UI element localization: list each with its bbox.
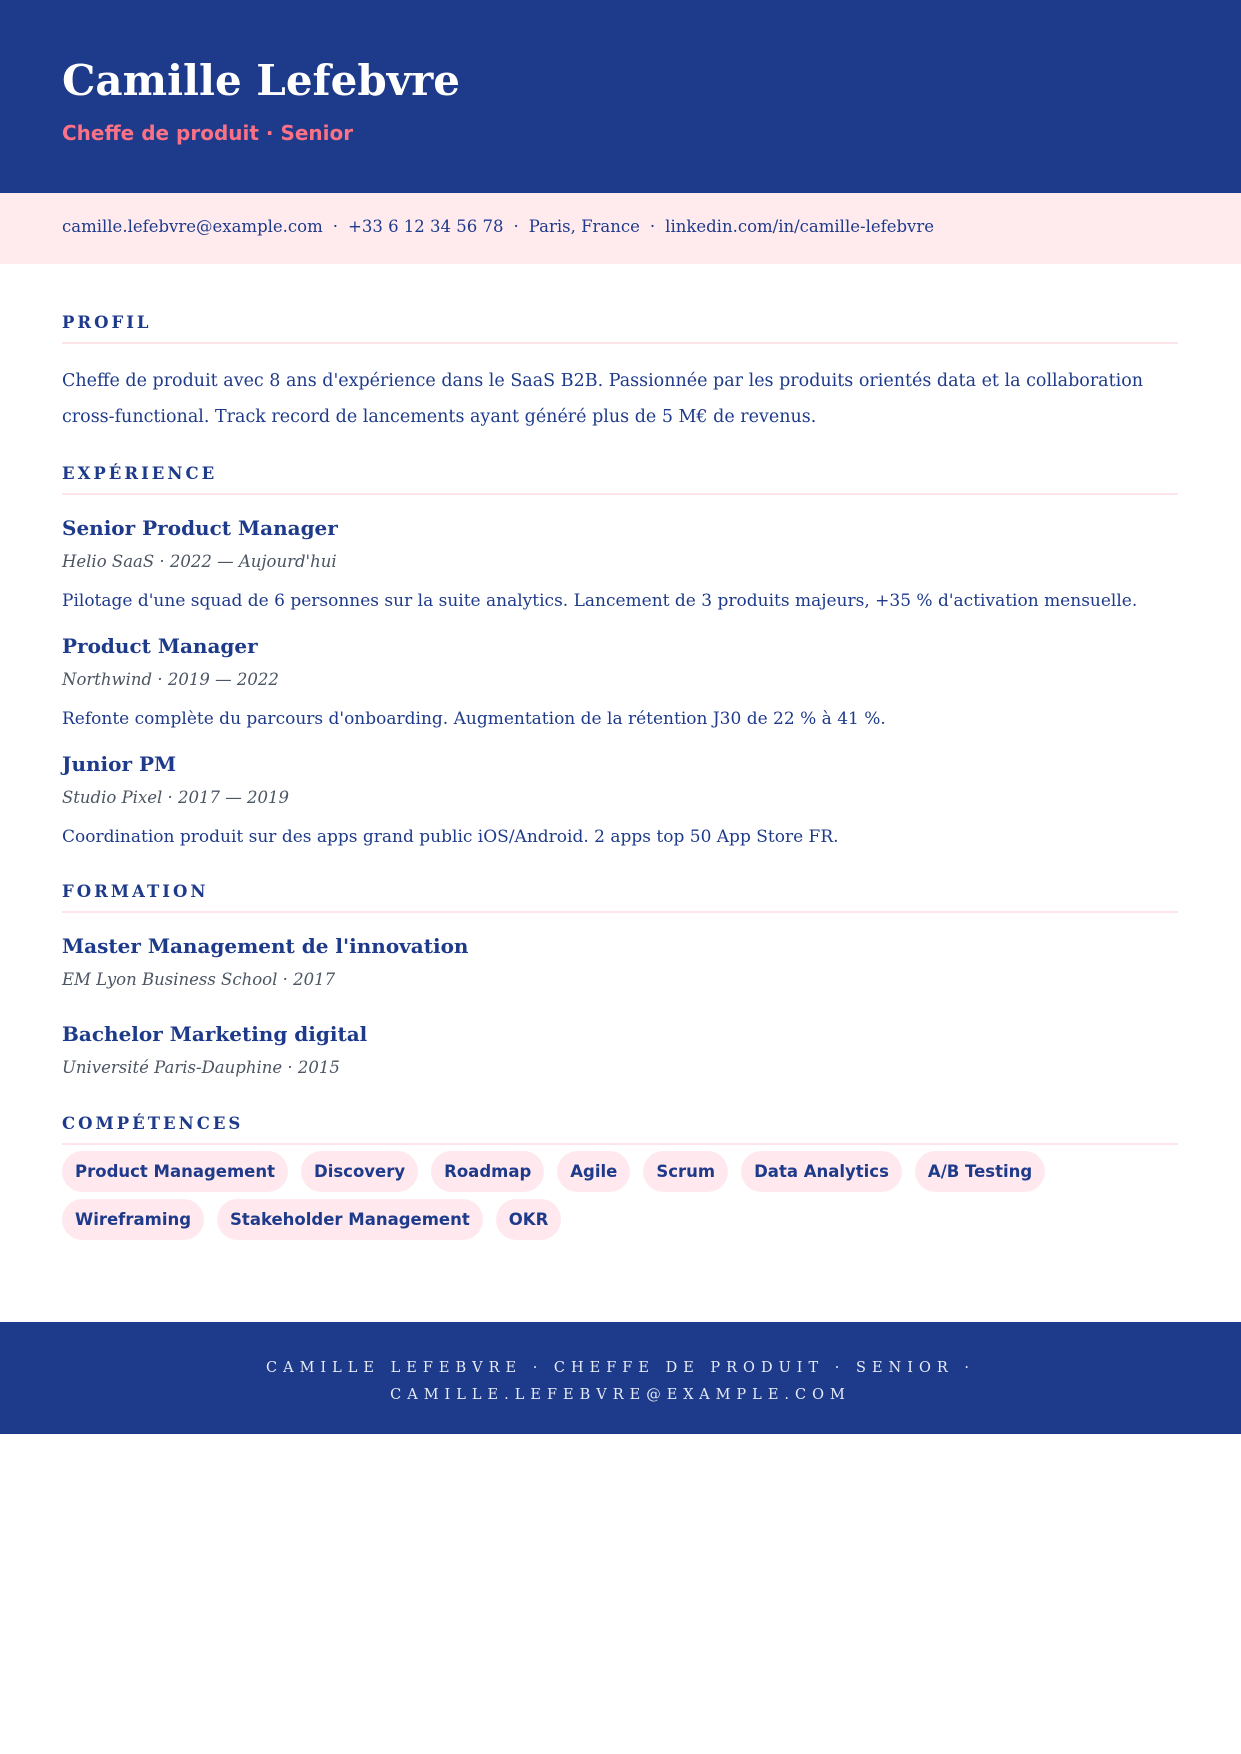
contact-separator: · <box>649 217 656 236</box>
job-role: Junior PM <box>62 752 177 776</box>
contact-phone[interactable]: +33 6 12 34 56 78 <box>348 217 504 236</box>
section-divider <box>62 342 1178 344</box>
footer-text: CAMILLE LEFEBVRE · CHEFFE DE PRODUIT · SENIOR · CAMILLE.LEFEBVRE@EXAMPLE.COM <box>266 1360 975 1403</box>
job-meta: Studio Pixel · 2017 — 2019 <box>62 788 290 807</box>
experience-entry <box>62 751 1178 849</box>
job-description: Coordination produit sur des apps grand public iOS/Android. 2 apps top 50 App Store FR. <box>62 827 839 847</box>
job-meta: Helio SaaS · 2022 — Aujourd'hui <box>62 552 337 571</box>
job-title: Cheffe de produit · Senior <box>62 121 354 145</box>
education-entry <box>62 933 1178 991</box>
contact-separator: · <box>332 217 338 236</box>
experience-entry <box>62 633 1178 731</box>
contact-bar <box>0 193 1241 264</box>
section-divider <box>62 493 1178 495</box>
degree-meta: EM Lyon Business School · 2017 <box>62 970 336 989</box>
skill-tag: Stakeholder Management <box>217 1199 483 1240</box>
degree-title: Bachelor Marketing digital <box>62 1022 368 1046</box>
skill-tags <box>62 1151 1178 1240</box>
experience-entry <box>62 515 1178 613</box>
education-section <box>62 881 1178 1079</box>
skill-tag: Discovery <box>301 1151 418 1192</box>
contact-separator: · <box>513 217 519 236</box>
education-entry <box>62 1021 1178 1079</box>
job-description: Refonte complète du parcours d'onboarding. Augmentation de la rétention J30 de 22 % à 41 %. <box>62 709 886 729</box>
profile-heading: PROFIL <box>62 313 152 332</box>
resume-header <box>0 0 1241 193</box>
skills-heading: COMPÉTENCES <box>62 1114 244 1133</box>
job-meta: Northwind · 2019 — 2022 <box>62 670 279 689</box>
skill-tag: Wireframing <box>62 1199 204 1240</box>
skill-tag: Product Management <box>62 1151 288 1192</box>
section-divider <box>62 1143 1178 1145</box>
profile-summary: Cheffe de produit avec 8 ans d'expérience dans le SaaS B2B. Passionnée par les produits orientés data et la collaboration cross-functional. Track record de lancements ayant généré plus de 5 M€ de revenus. <box>62 371 1144 427</box>
degree-title: Master Management de l'innovation <box>62 934 469 958</box>
skill-tag: A/B Testing <box>915 1151 1045 1192</box>
experience-section <box>62 463 1178 849</box>
skill-tag: Roadmap <box>431 1151 544 1192</box>
resume-body <box>62 312 1178 1240</box>
experience-list <box>62 515 1178 849</box>
skill-tag: OKR <box>496 1199 562 1240</box>
job-role: Product Manager <box>62 634 258 658</box>
contact-location: Paris, France <box>528 217 640 236</box>
contact-email[interactable]: camille.lefebvre@example.com <box>62 217 323 236</box>
contact-line <box>62 216 934 238</box>
section-divider <box>62 911 1178 913</box>
education-heading: FORMATION <box>62 882 209 901</box>
degree-meta: Université Paris-Dauphine · 2015 <box>62 1058 340 1077</box>
experience-heading: EXPÉRIENCE <box>62 464 218 483</box>
profile-section <box>62 312 1178 435</box>
skills-section <box>62 1113 1178 1240</box>
skill-tag: Data Analytics <box>741 1151 902 1192</box>
education-list <box>62 933 1178 1079</box>
contact-linkedin[interactable]: linkedin.com/in/camille-lefebvre <box>665 217 935 236</box>
skill-tag: Scrum <box>643 1151 728 1192</box>
resume-footer <box>0 1322 1241 1434</box>
job-role: Senior Product Manager <box>62 516 338 540</box>
skill-tag: Agile <box>557 1151 630 1192</box>
job-description: Pilotage d'une squad de 6 personnes sur la suite analytics. Lancement de 3 produits majeurs, +35 % d'activation mensuelle. <box>62 591 1138 611</box>
candidate-name: Camille Lefebvre <box>62 56 460 105</box>
